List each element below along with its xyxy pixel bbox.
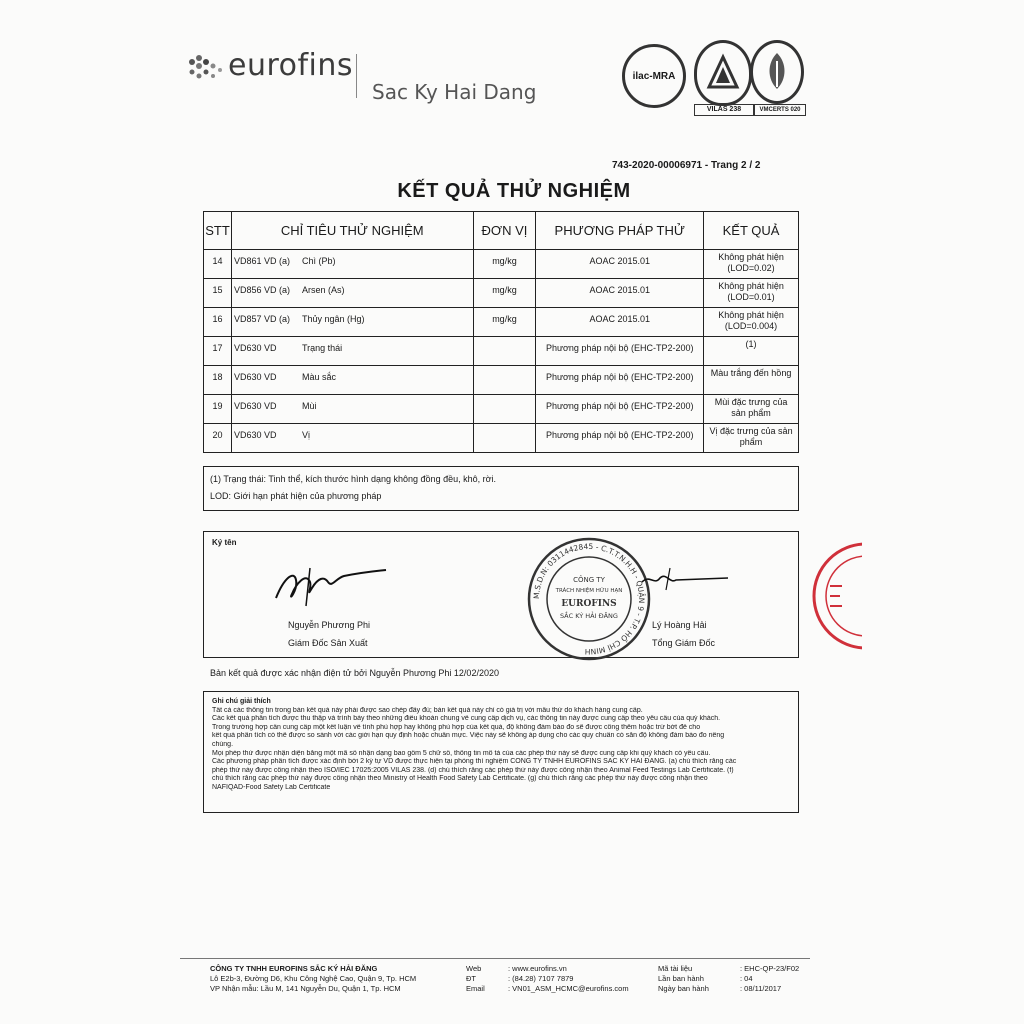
cell-criteria	[231, 424, 473, 453]
phone-label: ĐT	[466, 974, 476, 983]
signer-1-title: Giám Đốc Sản Xuất	[288, 638, 368, 648]
date-value: : 08/11/2017	[740, 984, 782, 993]
stamp-ring-text: M.S.D.N: 0311442845 - C.T.T.N.H.H - QUẬN 9 - T.P. HỒ CHÍ MINH	[531, 541, 647, 657]
result-line-1: Màu trắng đến hồng	[710, 368, 792, 378]
stamp-line-1: CÔNG TY	[573, 576, 605, 584]
cell-method: Phương pháp nội bộ (EHC-TP2-200)	[536, 424, 704, 453]
table-notes	[203, 466, 799, 511]
table-row	[204, 250, 799, 279]
ref-label: Mã tài liệu	[658, 964, 693, 973]
cell-stt: 19	[204, 395, 232, 424]
table-row	[204, 337, 799, 366]
triangle-mark-icon	[697, 43, 749, 103]
cell-stt: 16	[204, 308, 232, 337]
cell-criteria	[231, 366, 473, 395]
date-label: Ngày ban hành	[658, 984, 709, 993]
cell-stt: 18	[204, 366, 232, 395]
header-result: KẾT QUẢ	[704, 212, 799, 250]
header-method: PHƯƠNG PHÁP THỬ	[536, 212, 704, 250]
issue-value: : 04	[740, 974, 753, 983]
stamp-icon	[526, 536, 652, 662]
cell-unit	[473, 337, 536, 366]
result-line-2: sản phẩm	[731, 408, 771, 418]
legal-line: Các kết quả phân tích được thu thập và trình bày theo những điều khoản chung về cung cấp dịch vụ, các thông tin này được cung cấp theo yêu cầu của quý khách.	[212, 715, 721, 723]
cell-method: AOAC 2015.01	[536, 308, 704, 337]
cell-method: AOAC 2015.01	[536, 279, 704, 308]
footer-address: Lô E2b-3, Đường D6, Khu Công Nghệ Cao, Quận 9, Tp. HCM	[210, 974, 417, 983]
footer-contact-labels	[466, 964, 485, 994]
vmcerts-badge-icon	[750, 40, 804, 104]
cell-criteria	[231, 308, 473, 337]
ref-value: : EHC-QP-23/F02	[740, 964, 800, 973]
leaf-mark-icon	[753, 43, 801, 101]
cell-result	[704, 366, 799, 395]
footer-doc-values	[740, 964, 799, 994]
logo-divider	[356, 54, 357, 98]
web-label: Web	[466, 964, 482, 973]
cell-method: Phương pháp nội bộ (EHC-TP2-200)	[536, 366, 704, 395]
vilas-label: VILAS 238	[694, 104, 754, 116]
table-row	[204, 424, 799, 453]
email-link[interactable]: : VN01_ASM_HCMC@eurofins.com	[508, 984, 629, 993]
email-label: Email	[466, 984, 485, 993]
signature-section	[203, 531, 799, 658]
ilac-mra-badge-icon	[622, 44, 686, 108]
cell-result	[704, 424, 799, 453]
vmcerts-label: VMCERTS 020	[754, 104, 806, 116]
footer-office-address: VP Nhận mẫu: Lầu M, 141 Nguyễn Du, Quận 1, Tp. HCM	[210, 984, 401, 993]
test-name: Trạng thái	[301, 343, 343, 353]
test-name: Mùi	[301, 401, 317, 411]
result-line-2: (LOD=0.004)	[724, 321, 778, 331]
cell-unit: mg/kg	[473, 308, 536, 337]
cell-method: AOAC 2015.01	[536, 250, 704, 279]
signer-2-title: Tổng Giám Đốc	[652, 638, 716, 648]
result-line-1: Mùi đặc trưng của	[714, 397, 788, 407]
stamp-line-2: TRÁCH NHIỆM HỮU HẠN	[555, 588, 623, 594]
test-code: VD630 VD	[233, 343, 277, 353]
cell-result	[704, 395, 799, 424]
ilac-badge-label: ilac-MRA	[632, 70, 676, 82]
page-title: KẾT QUẢ THỬ NGHIỆM	[397, 180, 631, 202]
note-state: (1) Trạng thái: Tinh thể, kích thước hình dạng không đồng đều, khô, rời.	[210, 474, 497, 484]
document-reference: 743-2020-00006971 - Trang 2 / 2	[612, 160, 761, 171]
cell-unit: mg/kg	[473, 279, 536, 308]
legal-line: NAFIQAD-Food Safety Lab Certificate	[212, 783, 331, 791]
cell-criteria	[231, 250, 473, 279]
test-name: Màu sắc	[301, 372, 336, 382]
cell-stt: 20	[204, 424, 232, 453]
result-line-1: (1)	[745, 339, 757, 349]
cell-criteria	[231, 337, 473, 366]
test-code: VD857 VD (a)	[233, 314, 291, 324]
note-lod: LOD: Giới hạn phát hiện của phương pháp	[210, 491, 382, 501]
table-row	[204, 366, 799, 395]
signer-1-name: Nguyễn Phương Phi	[288, 620, 370, 630]
signer-2-name: Lý Hoàng Hải	[652, 620, 707, 630]
electronic-confirmation-note: Bản kết quả được xác nhận điện tử bởi Nguyễn Phương Phi 12/02/2020	[210, 668, 499, 678]
result-line-1: Không phát hiện	[718, 252, 784, 262]
legal-line: Trong trường hợp cần cung cấp một kết luận về tính phù hợp hay không phù hợp của kết quả, độ không đảm bảo đo sẽ được công thêm hoặc trừ bớt để cho	[212, 723, 701, 731]
footer-contact-values	[508, 964, 629, 994]
result-line-1: Không phát hiện	[718, 281, 784, 291]
cell-result	[704, 308, 799, 337]
red-seal-edge-icon	[812, 516, 862, 676]
stamp-line-4: SẮC KÝ HẢI ĐĂNG	[560, 612, 618, 620]
cell-criteria	[231, 395, 473, 424]
legal-line: Các phương pháp phân tích được xác định bởi 2 ký tự VD được thực hiện tại phòng thí nghiệm CÔNG TY TNHH EUROFINS SẮC KÝ HẢI ĐĂNG. (a) chú thích rằng các	[212, 758, 737, 766]
eurofins-logo-icon	[186, 52, 226, 84]
result-line-1: Vị đặc trưng của sản	[709, 426, 793, 436]
header-unit: ĐƠN VỊ	[473, 212, 536, 250]
cell-criteria	[231, 279, 473, 308]
cell-result	[704, 250, 799, 279]
signature-1-icon	[266, 558, 396, 608]
explanatory-notes	[203, 691, 799, 813]
company-stamp	[526, 536, 652, 662]
legal-line: Mọi phép thử được nhận diện bằng một mã số nhận dạng bao gồm 5 chữ số, thông tin mô tả của các phép thử này sẽ được cung cấp khi quý khách có yêu cầu.	[212, 749, 711, 757]
test-name: Vị	[301, 430, 310, 440]
table-row	[204, 308, 799, 337]
cell-stt: 15	[204, 279, 232, 308]
test-code: VD630 VD	[233, 372, 277, 382]
test-code: VD630 VD	[233, 430, 277, 440]
footer-doc-labels	[658, 964, 709, 994]
brand-name: eurofins	[228, 48, 354, 83]
header-stt: STT	[204, 212, 232, 250]
result-line-2: phẩm	[739, 437, 763, 447]
cell-unit	[473, 366, 536, 395]
cell-unit: mg/kg	[473, 250, 536, 279]
cell-method: Phương pháp nội bộ (EHC-TP2-200)	[536, 395, 704, 424]
explanatory-notes-title: Ghi chú giải thích	[212, 698, 271, 705]
cell-result	[704, 279, 799, 308]
signature-label: Ký tên	[212, 538, 237, 547]
legal-line: chúng.	[212, 740, 234, 748]
legal-line: phép thử này được công nhận theo ISO/IEC 17025:2005 VILAS 238. (d) chú thích rằng các phép thử này được công nhận theo Animal Feed Testings Lab Certificate. (f)	[212, 766, 734, 774]
cell-unit	[473, 395, 536, 424]
web-link[interactable]: : www.eurofins.vn	[508, 964, 567, 973]
cell-stt: 14	[204, 250, 232, 279]
test-code: VD630 VD	[233, 401, 277, 411]
footer-company: CÔNG TY TNHH EUROFINS SẮC KÝ HẢI ĐĂNG	[210, 964, 378, 973]
test-name: Thủy ngân (Hg)	[301, 314, 365, 324]
table-header-row	[204, 212, 799, 250]
header-criteria: CHỈ TIÊU THỬ NGHIỆM	[231, 212, 473, 250]
issue-label: Lần ban hành	[658, 974, 704, 983]
cell-unit	[473, 424, 536, 453]
test-code: VD861 VD (a)	[233, 256, 291, 266]
test-name: Chì (Pb)	[301, 256, 336, 266]
brand-subtitle: Sac Ky Hai Dang	[372, 80, 537, 104]
cell-method: Phương pháp nội bộ (EHC-TP2-200)	[536, 337, 704, 366]
phone-value: : (84.28) 7107 7879	[508, 974, 574, 983]
stamp-line-3: EUROFINS	[561, 599, 617, 609]
footer-divider	[180, 958, 810, 959]
results-table	[203, 211, 799, 453]
legal-line: kết quả phân tích có thể được so sánh với các giới hạn quy định hoặc chuẩn mực. Việc này sẽ không áp dụng cho các quy chuẩn có sẵn độ không đảm bảo đo riêng	[212, 732, 725, 740]
result-line-1: Không phát hiện	[718, 310, 784, 320]
cell-result	[704, 337, 799, 366]
cell-stt: 17	[204, 337, 232, 366]
result-line-2: (LOD=0.02)	[727, 263, 775, 273]
signature-2-icon	[640, 564, 730, 594]
result-line-2: (LOD=0.01)	[727, 292, 775, 302]
test-code: VD856 VD (a)	[233, 285, 291, 295]
table-row	[204, 395, 799, 424]
test-name: Arsen (As)	[301, 285, 345, 295]
table-row	[204, 279, 799, 308]
legal-line: Tất cả các thông tin trong bản kết quả này phải được sao chép đầy đủ; bản kết quả này chỉ có giá trị với mẫu thử do khách hàng cung cấp.	[212, 706, 643, 714]
accreditation-badge-icon	[694, 40, 752, 106]
legal-line: chú thích rằng các phép thử này được công nhận theo Ministry of Health Food Safety Lab Certificate. (g) chú thích rằng các phép thử này được công nhận theo	[212, 775, 708, 783]
